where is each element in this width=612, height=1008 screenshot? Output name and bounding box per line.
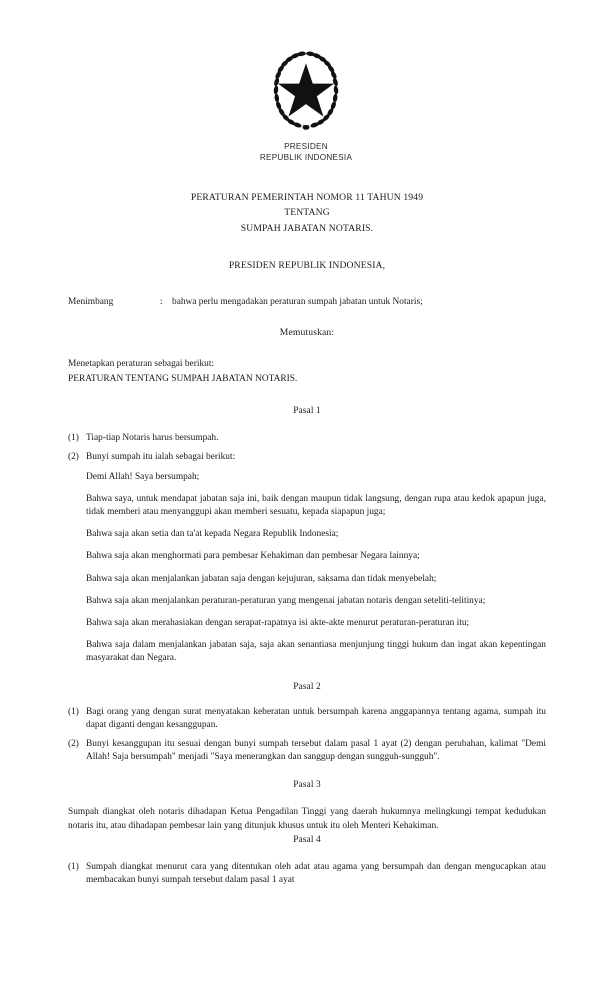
article-heading-pasal-3: Pasal 3 (293, 780, 321, 791)
document-issuer: PRESIDEN REPUBLIK INDONESIA, (228, 260, 386, 272)
list-text: Bunyi sumpah itu ialah sebagai berikut: (86, 452, 236, 463)
letterhead-caption (0, 142, 612, 163)
decides-heading: Memutuskan: (279, 326, 335, 338)
list-item (68, 861, 546, 887)
indonesian-presidential-seal-icon (263, 44, 349, 136)
list-marker: (1) (68, 861, 79, 872)
list-item (68, 432, 546, 445)
article-heading-pasal-4: Pasal 4 (293, 834, 321, 845)
oath-line: Bahwa saja dalam menjalankan jabatan saja, saja akan senantiasa menjunjung tinggi hukum dan ingat akan kepentingan masyarakat dan Negara. (86, 640, 546, 664)
list-item (68, 706, 546, 732)
article-heading-pasal-1: Pasal 1 (293, 406, 321, 417)
caption-line-presiden: PRESIDEN (284, 142, 328, 151)
oath-line: Bahwa saja akan menjalankan jabatan saja dengan kejujuran, saksama dan tidak menyebelah; (86, 573, 437, 584)
oath-text-block (86, 471, 546, 666)
oath-line: Bahwa saya, untuk mendapat jabatan saja ini, baik dengan maupun tidak langsung, dengan rupa atau kedok apapun juga, tidak memberi atau menyanggupi akan memberi sesuatu, kepada siapapun juga; (86, 493, 546, 518)
letterhead (0, 44, 612, 163)
list-text: Bagi orang yang dengan surat menyatakan keberatan untuk bersumpah karena anggapannya tentang agama, sumpah itu dapat diganti dengan kesanggupan. (86, 706, 546, 730)
list-marker: (1) (68, 706, 79, 717)
document-title-line-3: SUMPAH JABATAN NOTARIS. (240, 222, 374, 234)
oath-line: Demi Allah! Saya bersumpah; (86, 471, 200, 482)
considering-text: bahwa perlu mengadakan peraturan sumpah jabatan untuk Notaris; (172, 296, 423, 307)
considering-row (68, 295, 546, 309)
document-title-line-2: TENTANG (284, 207, 330, 219)
oath-line: Bahwa saja akan setia dan ta'at kepada Negara Republik Indonesia; (86, 529, 339, 540)
article-heading-pasal-2: Pasal 2 (293, 681, 321, 692)
list-marker: (2) (68, 739, 79, 750)
list-text: Tiap-tiap Notaris harus bersumpah. (86, 433, 219, 444)
article-paragraph-pasal-3: Sumpah diangkat oleh notaris dihadapan Ketua Pengadilan Tinggi yang daerah hukumnya melingkungi tempat kedudukan notaris itu, atau dihadapan pembesar lain yang ditunjuk khusus untuk itu oleh Menteri Kehakiman. (68, 807, 546, 831)
oath-line: Bahwa saja akan menjalankan peraturan-peraturan yang mengenai jabatan notaris dengan seteliti-telitinya; (86, 595, 486, 606)
considering-colon: : (160, 296, 163, 307)
list-text: Bunyi kesanggupan itu sesuai dengan bunyi sumpah tersebut dalam pasal 1 ayat (2) dengan perubahan, kalimat "Demi Allah! Saja bersumpah" menjadi "Saya menerangkan dan sanggup dengan sungguh-sungguh". (86, 739, 546, 763)
list-text: Sumpah diangkat menurut cara yang ditentukan oleh adat atau agama yang bersumpah dan dengan mengucapkan atau membacakan bunyi sumpah tersebut dalam pasal 1 ayat (86, 861, 546, 886)
list-marker: (1) (68, 433, 79, 444)
list-item (68, 451, 546, 464)
oath-line: Bahwa saja akan merahasiakan dengan serapat-rapatnya isi akte-akte menurut peraturan-peraturan itu; (86, 618, 470, 629)
oath-line: Bahwa saja akan menghormati para pembesar Kehakiman dan pembesar Negara lainnya; (86, 551, 420, 562)
caption-line-republik-indonesia: REPUBLIK INDONESIA (259, 152, 353, 162)
list-marker: (2) (68, 452, 79, 463)
regulation-title: PERATURAN TENTANG SUMPAH JABATAN NOTARIS. (68, 373, 298, 384)
document-body (68, 190, 546, 887)
document-title-line-1: PERATURAN PEMERINTAH NOMOR 11 TAHUN 1949 (190, 192, 424, 203)
list-item (68, 738, 546, 764)
considering-label: Menimbang (68, 296, 114, 307)
establishes-line: Menetapkan peraturan sebagai berikut: (68, 359, 215, 370)
